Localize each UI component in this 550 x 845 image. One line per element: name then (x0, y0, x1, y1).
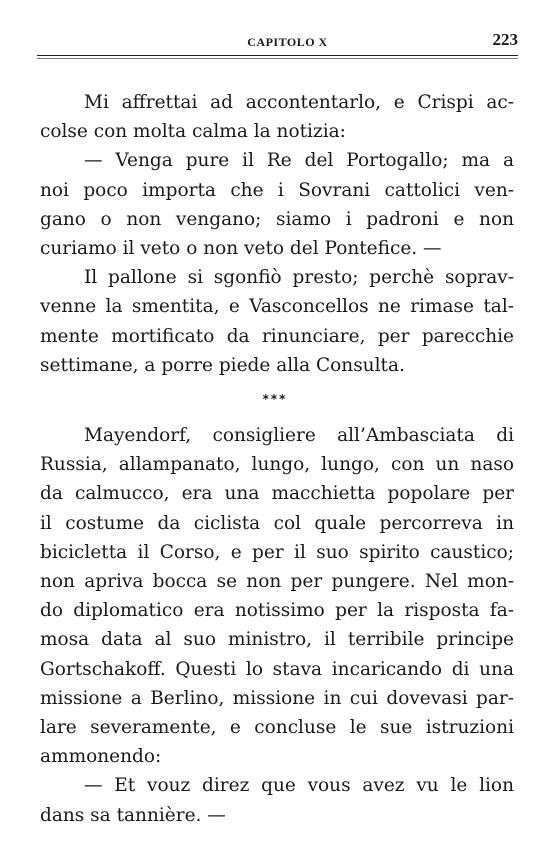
text-line: il costume da ciclista col quale percorreva in (40, 512, 514, 534)
text-line: da calmucco, era una macchietta popolare per (40, 483, 514, 505)
text-line: lare severamente, e concluse le sue istruzioni (40, 717, 514, 739)
text-line: mosa data al suo ministro, il terribile principe (40, 629, 514, 651)
body-text-section-2 (40, 421, 514, 830)
text-line: do diplomatico era notissimo per la risposta fa- (40, 600, 514, 622)
header-rule (37, 55, 518, 56)
text-line: Il pallone si sgonfiò presto; perchè soprav- (84, 267, 514, 289)
section-separator: *** (262, 392, 288, 406)
body-text-section-1 (40, 88, 514, 380)
text-line: settimane, a porre piede alla Consulta. (40, 354, 405, 376)
page-number: 223 (492, 30, 518, 49)
text-line: dans sa tannière. — (40, 804, 226, 826)
header-rule-thin (37, 58, 518, 59)
running-title: CAPITOLO X (247, 35, 328, 49)
text-line: venne la smentita, e Vasconcellos ne rimase tal- (40, 296, 514, 318)
text-line: missione a Berlino, missione in cui dovevasi par- (40, 687, 514, 709)
text-line: Mayendorf, consigliere all’Ambasciata di (84, 425, 514, 446)
text-line: mente mortificato da rinunciare, per parecchie (40, 325, 514, 347)
text-line: bicicletta il Corso, e per il suo spirito caustico; (40, 541, 514, 563)
text-line: colse con molta calma la notizia: (40, 121, 346, 143)
text-line: ammonendo: (40, 746, 162, 768)
text-line: gano o non vengano; siamo i padroni e non (40, 208, 514, 230)
text-line: — Et vouz direz que vous avez vu le lion (84, 775, 514, 797)
text-line: curiamo il veto o non veto del Pontefice. — (40, 238, 442, 260)
text-line: non apriva bocca se non per pungere. Nel mon- (40, 571, 514, 593)
page-header (37, 30, 518, 60)
text-line: noi poco importa che i Sovrani cattolici ven- (40, 179, 514, 201)
text-line: Gortschakoff. Questi lo stava incaricando di una (40, 658, 514, 680)
text-line: — Venga pure il Re del Portogallo; ma a (84, 150, 514, 172)
text-line: Russia, allampanato, lungo, lungo, con un naso (40, 454, 514, 476)
text-line: Mi affrettai ad accontentarlo, e Crispi ac- (84, 92, 514, 113)
